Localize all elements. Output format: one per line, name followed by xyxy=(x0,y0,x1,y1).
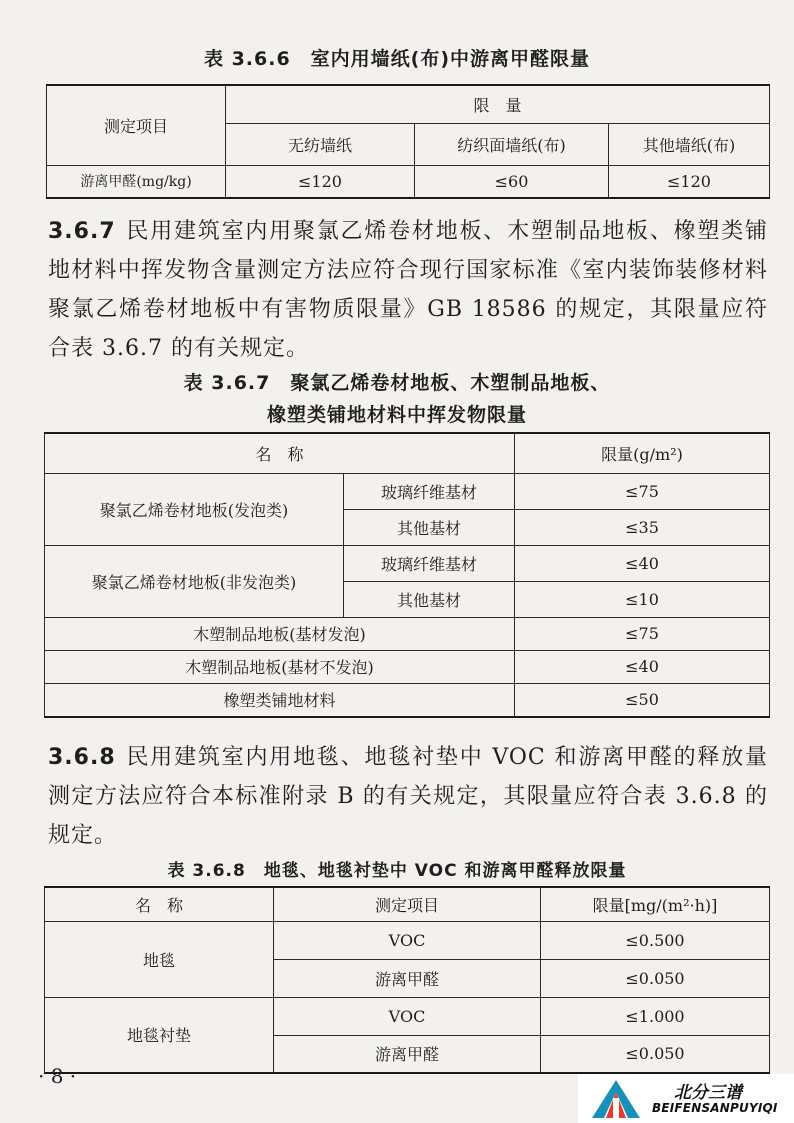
substrate-name: 玻璃纤维基材 xyxy=(344,473,515,509)
table-3-6-6-caption: 表 3.6.6 室内用墙纸(布)中游离甲醛限量 xyxy=(203,48,591,70)
header-test-item: 测定项目 xyxy=(274,887,541,921)
limit-value: ≤0.500 xyxy=(541,921,770,959)
test-item: 游离甲醛 xyxy=(274,1035,541,1073)
clause-3-6-7 xyxy=(48,212,792,368)
table-3-6-8 xyxy=(44,886,770,1074)
limit-value: ≤40 xyxy=(515,545,770,581)
column-header: 其他墙纸(布) xyxy=(609,123,770,165)
limit-value: ≤1.000 xyxy=(541,997,770,1035)
company-logo xyxy=(578,1074,794,1123)
material-name: 木塑制品地板(基材发泡) xyxy=(45,617,515,650)
material-name: 橡塑类铺地材料 xyxy=(45,683,515,717)
limit-value: ≤60 xyxy=(415,165,609,198)
test-item: VOC xyxy=(274,921,541,959)
row-label: 游离甲醛(mg/kg) xyxy=(47,165,226,198)
limit-value: ≤75 xyxy=(515,473,770,509)
table-3-6-6 xyxy=(46,84,770,199)
limit-value: ≤120 xyxy=(609,165,770,198)
test-item: VOC xyxy=(274,997,541,1035)
limit-value: ≤0.050 xyxy=(541,1035,770,1073)
test-item: 游离甲醛 xyxy=(274,959,541,997)
header-limit: 限 量 xyxy=(226,85,770,123)
clause-number: 3.6.8 xyxy=(48,745,116,770)
substrate-name: 其他基材 xyxy=(344,581,515,617)
limit-value: ≤10 xyxy=(515,581,770,617)
substrate-name: 玻璃纤维基材 xyxy=(344,545,515,581)
header-limit: 限量(g/m²) xyxy=(515,433,770,473)
logo-text-en: BEIFENSANPUYIQI xyxy=(652,1101,778,1115)
page-number: · 8 · xyxy=(38,1064,77,1088)
limit-value: ≤35 xyxy=(515,509,770,545)
material-name: 地毯衬垫 xyxy=(45,997,274,1073)
limit-value: ≤75 xyxy=(515,617,770,650)
clause-number: 3.6.7 xyxy=(48,219,116,244)
material-name: 聚氯乙烯卷材地板(非发泡类) xyxy=(45,545,344,617)
material-name: 木塑制品地板(基材不发泡) xyxy=(45,650,515,683)
logo-text-cn: 北分三谱 xyxy=(674,1083,742,1103)
header-test-item: 测定项目 xyxy=(47,85,226,165)
clause-text: 民用建筑室内用聚氯乙烯卷材地板、木塑制品地板、橡塑类铺地材料中挥发物含量测定方法应符合现行国家标准《室内装饰装修材料 聚氯乙烯卷材地板中有害物质限量》GB 18586 的规定，其限量应符合表 3.6.7 的有关规定。 xyxy=(48,219,792,361)
header-limit: 限量[mg/(m²·h)] xyxy=(541,887,770,921)
clause-text: 民用建筑室内用地毯、地毯衬垫中 VOC 和游离甲醛的释放量测定方法应符合本标准附录 B 的有关规定，其限量应符合表 3.6.8 的规定。 xyxy=(48,745,768,848)
table-3-6-7 xyxy=(44,432,770,718)
header-name: 名 称 xyxy=(45,433,515,473)
logo-mark-icon xyxy=(586,1078,646,1120)
table-3-6-8-caption: 表 3.6.8 地毯、地毯衬垫中 VOC 和游离甲醛释放限量 xyxy=(167,861,627,881)
clause-3-6-8 xyxy=(48,738,768,855)
limit-value: ≤40 xyxy=(515,650,770,683)
material-name: 地毯 xyxy=(45,921,274,997)
limit-value: ≤120 xyxy=(226,165,415,198)
limit-value: ≤0.050 xyxy=(541,959,770,997)
table-3-6-7-caption-line1: 表 3.6.7 聚氯乙烯卷材地板、木塑制品地板、 xyxy=(183,372,611,394)
column-header: 无纺墙纸 xyxy=(226,123,415,165)
material-name: 聚氯乙烯卷材地板(发泡类) xyxy=(45,473,344,545)
limit-value: ≤50 xyxy=(515,683,770,717)
substrate-name: 其他基材 xyxy=(344,509,515,545)
table-3-6-7-caption-line2: 橡塑类铺地材料中挥发物限量 xyxy=(266,404,527,426)
header-name: 名 称 xyxy=(45,887,274,921)
column-header: 纺织面墙纸(布) xyxy=(415,123,609,165)
